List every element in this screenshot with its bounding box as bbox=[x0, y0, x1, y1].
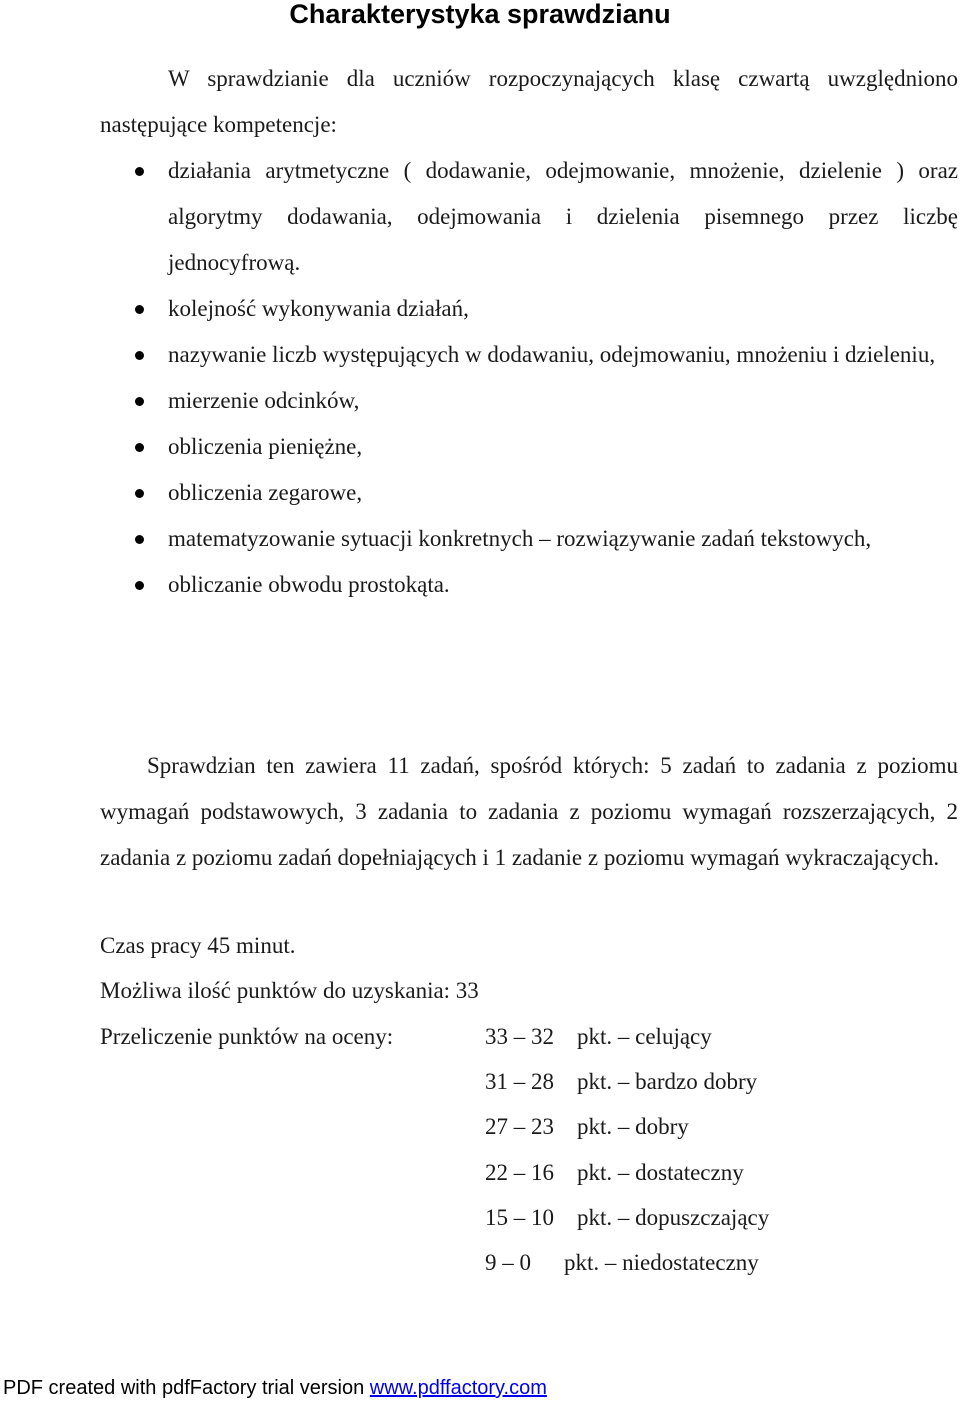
intro-paragraph: W sprawdzianie dla uczniów rozpoczynających klasę czwartą uwzględniono następujące kompetencje: bbox=[100, 66, 958, 137]
list-item-text: matematyzowanie sytuacji konkretnych – rozwiązywanie zadań tekstowych, bbox=[168, 526, 872, 551]
grade-range: 15 – 10 bbox=[485, 1204, 554, 1230]
list-item-text: nazywanie liczb występujących w dodawaniu, odejmowaniu, mnożeniu i dzieleniu, bbox=[168, 342, 936, 367]
list-item-text: kolejność wykonywania działań, bbox=[168, 296, 469, 321]
bullet-icon bbox=[135, 489, 144, 498]
bullet-icon bbox=[135, 167, 144, 176]
list-item bbox=[100, 562, 958, 608]
list-item bbox=[100, 378, 958, 424]
grade-range: 33 – 32 bbox=[485, 1024, 554, 1049]
grade-range: 27 – 23 bbox=[485, 1114, 554, 1140]
list-item bbox=[100, 286, 958, 332]
bullet-icon bbox=[135, 305, 144, 314]
grade-name: pkt. – dostateczny bbox=[577, 1159, 744, 1185]
grade-range: 9 – 0 bbox=[485, 1249, 531, 1275]
list-item bbox=[100, 424, 958, 470]
grade-range: 22 – 16 bbox=[485, 1159, 554, 1185]
list-item bbox=[100, 470, 958, 516]
grade-name: pkt. – celujący bbox=[577, 1024, 712, 1049]
list-item-text: działania arytmetyczne ( dodawanie, odejmowanie, mnożenie, dzielenie ) oraz algorytmy dodawania, odejmowania i dzielenia pisemnego przez liczbę jednocyfrową. bbox=[168, 158, 958, 275]
list-item-text: mierzenie odcinków, bbox=[168, 388, 360, 413]
list-item bbox=[100, 148, 958, 286]
bullet-icon bbox=[135, 351, 144, 360]
grade-name: pkt. – niedostateczny bbox=[564, 1249, 759, 1275]
grade-name: pkt. – bardzo dobry bbox=[577, 1069, 758, 1095]
bullet-icon bbox=[135, 581, 144, 590]
page-title: Charakterystyka sprawdzianu bbox=[289, 0, 671, 29]
pdf-footer bbox=[3, 1375, 547, 1401]
bullet-icon bbox=[135, 535, 144, 544]
grade-range: 31 – 28 bbox=[485, 1069, 554, 1095]
grade-name: pkt. – dopuszczający bbox=[577, 1204, 770, 1230]
pdffactory-link[interactable]: www.pdffactory.com bbox=[369, 1377, 547, 1399]
competences-list bbox=[100, 148, 958, 608]
list-item bbox=[100, 332, 958, 378]
conversion-label: Przeliczenie punktów na oceny: bbox=[100, 1024, 394, 1049]
list-item-text: obliczenia zegarowe, bbox=[168, 480, 363, 505]
list-item-text: obliczanie obwodu prostokąta. bbox=[168, 572, 450, 597]
footer-text: PDF created with pdfFactory trial version bbox=[3, 1377, 370, 1399]
summary-paragraph: Sprawdzian ten zawiera 11 zadań, spośród których: 5 zadań to zadania z poziomu wymagań podstawowych, 3 zadania to zadania z poziomu wymagań rozszerzających, 2 zadania z poziomu zadań dopełniających i 1 zadanie z poziomu wymagań wykraczających. bbox=[100, 753, 958, 870]
list-item bbox=[100, 516, 958, 562]
bullet-icon bbox=[135, 443, 144, 452]
time-line: Czas pracy 45 minut. bbox=[100, 933, 296, 958]
bullet-icon bbox=[135, 397, 144, 406]
grade-name: pkt. – dobry bbox=[577, 1114, 689, 1140]
list-item-text: obliczenia pieniężne, bbox=[168, 434, 363, 459]
max-points-line: Możliwa ilość punktów do uzyskania: 33 bbox=[100, 978, 479, 1003]
